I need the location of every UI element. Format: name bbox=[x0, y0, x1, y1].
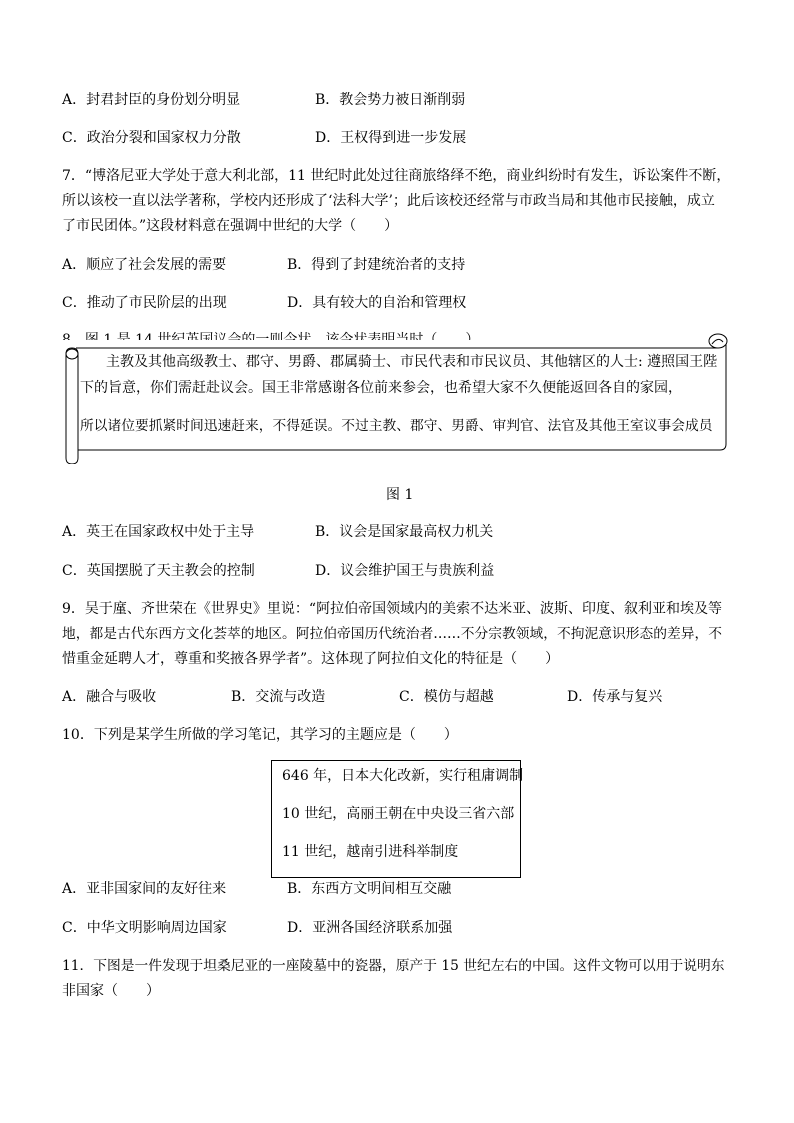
scroll-text-line-2: 下的旨意，你们需赶赴议会。国王非常感谢各位前来参会，也希望大家不久便能返回各自的家园， bbox=[80, 380, 682, 396]
writ-scroll-figure bbox=[62, 332, 728, 464]
scroll-text-line-3: 所以诸位要抓紧时间迅速赶来，不得延误。不过主教、郡守、男爵、审判官、法官及其他王室议事会成员 bbox=[80, 418, 713, 434]
q9-stem-line-3: 惜重金延聘人才，尊重和奖掖各界学者”。这体现了阿拉伯文化的特征是（ ） bbox=[62, 651, 560, 667]
q10-option-a: A．亚非国家间的友好往来 bbox=[62, 881, 227, 897]
q6-option-b: B．教会势力被日渐削弱 bbox=[315, 92, 466, 108]
q11-stem-line-1: 11．下图是一件发现于坦桑尼亚的一座陵墓中的瓷器，原产于 15 世纪左右的中国。这件文物可以用于说明东 bbox=[62, 958, 725, 974]
q8-option-a: A．英王在国家政权中处于主导 bbox=[62, 524, 255, 540]
q9-option-d: D．传承与复兴 bbox=[567, 689, 663, 705]
q9-stem-line-2: 地，都是古代东西方文化荟萃的地区。阿拉伯帝国历代统治者……不分宗教领域，不拘泥意识形态的差异，不 bbox=[62, 626, 723, 642]
q7-stem-line-1: 7．“博洛尼亚大学处于意大利北部，11 世纪时此处过往商旅络绎不绝，商业纠纷时有发生，诉讼案件不断， bbox=[62, 168, 731, 184]
q6-option-a: A．封君封臣的身份划分明显 bbox=[62, 92, 241, 108]
q7-stem-line-2: 所以该校一直以法学著称，学校内还形成了‘法科大学’；此后该校还经常与市政当局和其他市民接触，成立 bbox=[62, 193, 715, 209]
q7-option-b: B．得到了封建统治者的支持 bbox=[287, 257, 466, 273]
note-line-2: 10 世纪，高丽王朝在中央设三省六部 bbox=[282, 806, 515, 822]
q10-option-d: D．亚洲各国经济联系加强 bbox=[287, 920, 453, 936]
q8-option-b: B．议会是国家最高权力机关 bbox=[315, 524, 494, 540]
q6-option-c: C．政治分裂和国家权力分散 bbox=[62, 130, 241, 146]
note-line-3: 11 世纪，越南引进科举制度 bbox=[282, 844, 459, 860]
q6-option-d: D．王权得到进一步发展 bbox=[315, 130, 467, 146]
q9-stem-line-1: 9．吴于廑、齐世荣在《世界史》里说：“阿拉伯帝国领域内的美索不达米亚、波斯、印度、叙利亚和埃及等 bbox=[62, 601, 723, 617]
q9-option-b: B．交流与改造 bbox=[231, 689, 326, 705]
q11-stem-line-2: 非国家（ ） bbox=[62, 983, 160, 999]
figure-caption: 图 1 bbox=[386, 487, 414, 503]
q7-stem-line-3: 了市民团体。”这段材料意在强调中世纪的大学（ ） bbox=[62, 218, 399, 234]
note-line-1: 646 年，日本大化改新，实行租庸调制 bbox=[282, 768, 524, 784]
q10-option-c: C．中华文明影响周边国家 bbox=[62, 920, 227, 936]
q8-option-c: C．英国摆脱了天主教会的控制 bbox=[62, 563, 255, 579]
scroll-text-line-1: 主教及其他高级教士、郡守、男爵、郡属骑士、市民代表和市民议员、其他辖区的人士: 遵照国王陛 bbox=[106, 354, 718, 370]
q7-option-c: C．推动了市民阶层的出现 bbox=[62, 295, 227, 311]
q7-option-a: A．顺应了社会发展的需要 bbox=[62, 257, 227, 273]
q10-stem: 10．下列是某学生所做的学习笔记，其学习的主题应是（ ） bbox=[62, 727, 458, 743]
study-notes-box bbox=[271, 760, 524, 878]
q7-option-d: D．具有较大的自治和管理权 bbox=[287, 295, 467, 311]
q8-option-d: D．议会维护国王与贵族利益 bbox=[315, 563, 495, 579]
q9-option-a: A．融合与吸收 bbox=[62, 689, 157, 705]
q10-option-b: B．东西方文明间相互交融 bbox=[287, 881, 452, 897]
q9-option-c: C．模仿与超越 bbox=[399, 689, 494, 705]
